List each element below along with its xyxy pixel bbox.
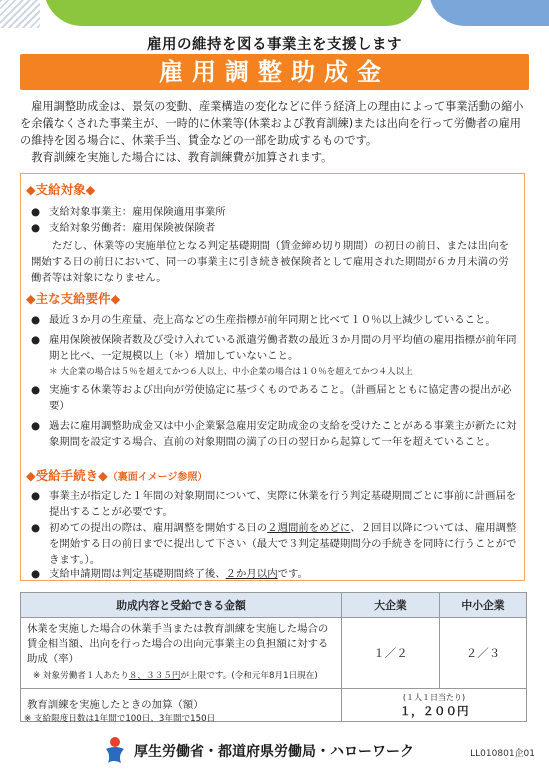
list-item: ● 支給対象事業主：雇用保険適用事業所: [31, 206, 226, 218]
list-item: ● 過去に雇用調整助成金又は中小企業緊急雇用安定助成金の支給を受けたことがある事業主が新たに対象期間を設定する場合、直前の対象期間の満了の日の翌日から起算して一年を超えていること。: [31, 420, 517, 448]
document-code: LL010801企01: [470, 749, 535, 759]
top-decoration: [0, 0, 549, 28]
bullet-icon: ●: [31, 222, 41, 234]
table-header: 中小企業: [440, 593, 527, 618]
table-cell: 休業を実施した場合の休業手当または教育訓練を実施した場合の賃金相当額、出向を行った場合の出向元事業主の負担額に対する助成（率） ※ 対象労働者１人あたり８，３３５円が上限です。(令和元年8月1日現在): [21, 618, 342, 689]
section-heading-requirements: ◆主な支給要件◆: [26, 291, 121, 306]
list-item: ● 最近３か月の生産量、売上高などの生産指標が前年同期と比べて１０％以上減少していること。: [31, 314, 496, 326]
intro-paragraph: 雇用調整助成金は、景気の変動、産業構造の変化などに伴う経済上の理由によって事業活動の縮小を余儀なくされた事業主が、一時的に休業等(休業および教育訓練)または出向を行って労働者の雇用の維持を図る場合に、休業手当、賃金などの一部を助成するものです。: [20, 100, 524, 147]
list-item: ● 支給対象労働者：雇用保険被保険者: [31, 222, 216, 234]
page-title: 雇用調整助成金: [20, 54, 529, 90]
organization-name: 厚生労働省・都道府県労働局・ハローワーク: [134, 744, 414, 760]
bullet-icon: ●: [31, 490, 41, 502]
subtitle: 雇用の維持を図る事業主を支援します: [147, 37, 402, 53]
intro-paragraph: 教育訓練を実施した場合には、教育訓練費が加算されます。: [31, 151, 333, 164]
table-header: 大企業: [342, 593, 440, 618]
table-row: [21, 618, 527, 689]
eligibility-note: ただし、休業等の実施単位となる判定基礎期間（賃金締め切り期間）の初日の前日、または出向を開始する日の前日において、同一の事業主に引き続き被保険者として雇用された期間が６カ月未満の労働者等は対象になりません。: [31, 240, 509, 284]
table-header-row: [21, 593, 527, 618]
table-cell: １／２: [342, 618, 440, 689]
intro-text: [20, 98, 530, 166]
bullet-icon: ●: [31, 206, 41, 218]
procedure-heading-sub: （裏面イメージ参照）: [107, 472, 208, 483]
details-box: [20, 173, 525, 581]
list-item: ● 雇用保険被保険者数及び受け入れている派遣労働者数の最近３か月間の月平均値の雇用指標が前年同期と比べ、一定規模以上（＊）増加していないこと。: [31, 334, 517, 362]
blue-decoration: [429, 0, 549, 26]
limit-footnote: ※ 支給限度日数は1年間で100日、3年間で150日: [24, 714, 216, 724]
section-heading-procedure: ◆受給手続き◆（裏面イメージ参照）: [26, 468, 208, 483]
list-item: ● 実施する休業等および出向が労使協定に基づくものであること。（計画届とともに協定書の提出が必要）: [31, 384, 512, 412]
bullet-icon: ●: [31, 420, 41, 432]
table-cell: 教育訓練を実施したときの加算（額）: [21, 689, 342, 722]
bullet-icon: ●: [31, 384, 41, 396]
green-decoration: [44, 0, 424, 26]
list-item: ● 支給申請期間は判定基礎期間終了後、２か月以内です。: [31, 568, 308, 580]
bullet-icon: ●: [31, 522, 41, 534]
table-header: 助成内容と受給できる金額: [21, 593, 342, 618]
bullet-icon: ●: [31, 568, 41, 580]
deadline-highlight: ２か月以内: [225, 568, 278, 580]
ministry-logo-icon: [102, 735, 128, 765]
list-item: ● 初めての提出の際は、雇用調整を開始する日の２週間前をめどに、２回目以降については、雇用調整を開始する日の前日までに提出して下さい（最大で３判定基礎期間分の手続きを同時に行うことができます。）。: [31, 522, 517, 566]
table-cell: ２／３: [440, 618, 527, 689]
deadline-highlight: ２週間前をめどに: [267, 522, 351, 534]
subsidy-table: [20, 592, 527, 722]
list-item: ● 事業主が指定した１年間の対象期間について、実際に休業を行う判定基礎期間ごとに事前に計画届を提出することが必要です。: [31, 490, 517, 518]
bullet-icon: ●: [31, 334, 41, 346]
requirements-footnote: ＊ 大企業の場合は５％を超えてかつ６人以上、中小企業の場合は１０％を超えてかつ４人以上: [49, 367, 413, 377]
section-heading-eligibility: ◆支給対象◆: [26, 182, 96, 197]
stripe-decoration: [0, 0, 40, 28]
cap-note: ※ 対象労働者１人あたり８，３３５円が上限です。(令和元年8月1日現在): [33, 671, 318, 681]
table-cell: (１人１日当たり) １，２００円: [342, 689, 527, 722]
bullet-icon: ●: [31, 314, 41, 326]
footer: [0, 732, 549, 774]
